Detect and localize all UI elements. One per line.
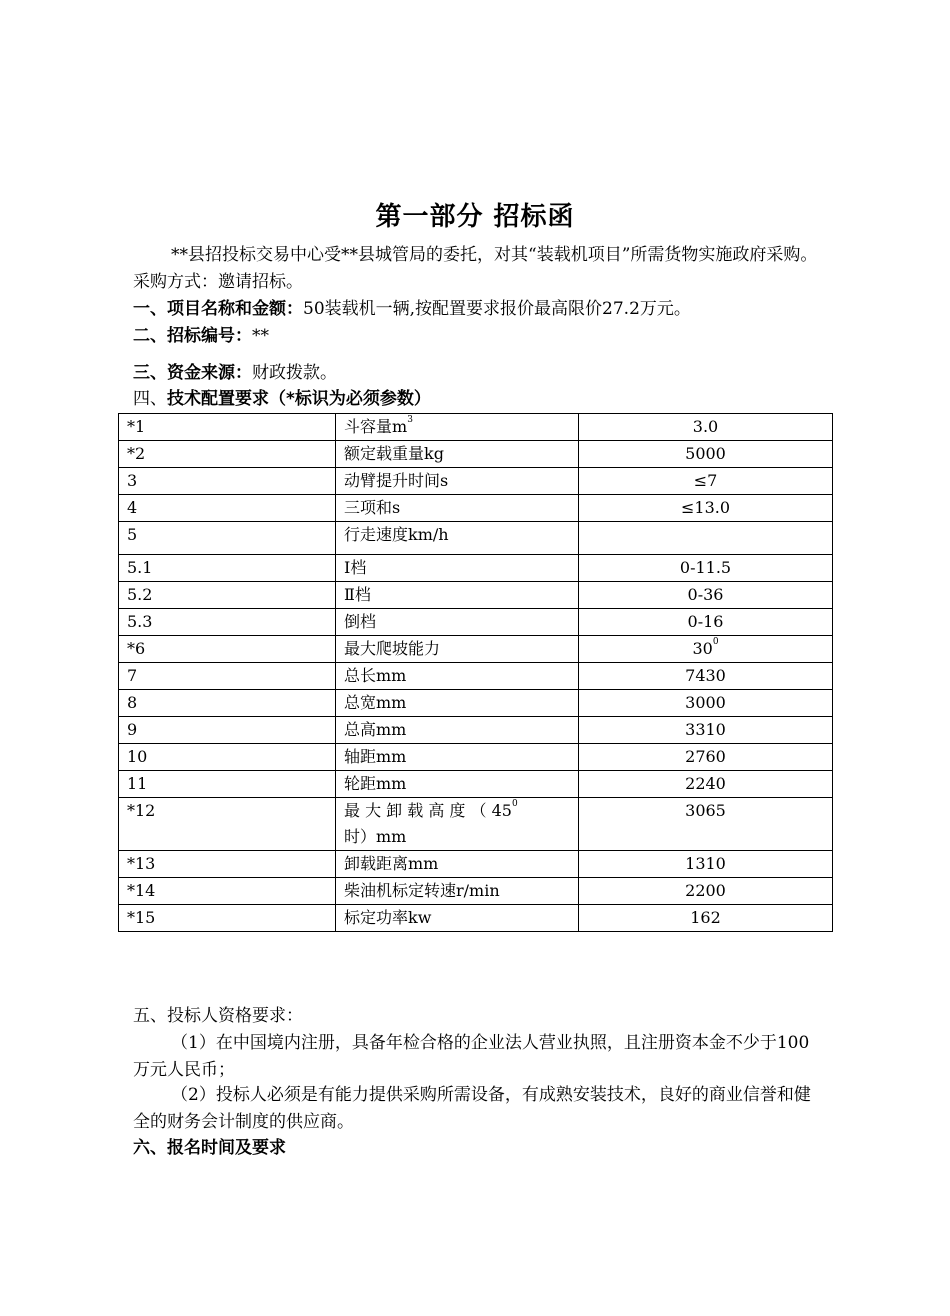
- section-1-text: 50装载机一辆,按配置要求报价最高限价27.2万元。: [303, 299, 691, 319]
- table-cell-value: 2760: [579, 744, 833, 771]
- table-cell-no: 10: [119, 744, 336, 771]
- table-row: [119, 717, 833, 744]
- section-1-label: 一、项目名称和金额：: [133, 299, 303, 319]
- table-cell-value: 2240: [579, 771, 833, 798]
- intro-paragraph: **县招投标交易中心受**县城管局的委托，对其“装载机项目”所需货物实施政府采购。采购方式：邀请招标。: [133, 245, 818, 292]
- table-cell-no: 5.1: [119, 555, 336, 582]
- table-cell-item: 标定功率kw: [336, 905, 579, 932]
- section-3-text: 财政拨款。: [252, 363, 337, 383]
- table-row: [119, 495, 833, 522]
- table-row: [119, 609, 833, 636]
- table-cell-value: 162: [579, 905, 833, 932]
- section-3-label: 三、资金来源：: [133, 363, 252, 383]
- table-cell-no: *1: [119, 414, 336, 441]
- table-cell-no: *6: [119, 636, 336, 663]
- table-cell-item: 动臂提升时间s: [336, 468, 579, 495]
- table-cell-item: 三项和s: [336, 495, 579, 522]
- section-3: [133, 360, 823, 387]
- table-cell-item: Ⅰ档: [336, 555, 579, 582]
- table-cell-value: $30^0$: [579, 636, 833, 663]
- table-cell-item: Ⅱ档: [336, 582, 579, 609]
- table-row: [119, 555, 833, 582]
- table-cell-value: 1310: [579, 851, 833, 878]
- table-row: [119, 636, 833, 663]
- table-cell-no: 4: [119, 495, 336, 522]
- table-row: [119, 690, 833, 717]
- table-cell-no: 11: [119, 771, 336, 798]
- table-cell-no: 5.2: [119, 582, 336, 609]
- section-5-item-2: （2）投标人必须是有能力提供采购所需设备，有成熟安装技术，良好的商业信誉和健全的财务会计制度的供应商。: [133, 1085, 811, 1132]
- table-row: [119, 468, 833, 495]
- table-cell-value: 3.0: [579, 414, 833, 441]
- table-row: [119, 798, 833, 851]
- table-cell-value: 3310: [579, 717, 833, 744]
- superscript: 0: [712, 637, 719, 647]
- page-title: 第一部分 招标函: [375, 202, 575, 232]
- table-cell-no: 9: [119, 717, 336, 744]
- table-cell-item: 最大爬坡能力: [336, 636, 579, 663]
- table-cell-value: 3065: [579, 798, 833, 851]
- table-cell-item: 总长mm: [336, 663, 579, 690]
- table-row: [119, 744, 833, 771]
- table-cell-item: 轴距mm: [336, 744, 579, 771]
- table-cell-no: *15: [119, 905, 336, 932]
- table-cell-item: 柴油机标定转速r/min: [336, 878, 579, 905]
- table-row: [119, 582, 833, 609]
- table-cell-item: 倒档: [336, 609, 579, 636]
- table-cell-no: 8: [119, 690, 336, 717]
- table-cell-item: 总高mm: [336, 717, 579, 744]
- table-cell-no: *14: [119, 878, 336, 905]
- superscript: 0: [511, 799, 518, 809]
- superscript: 3: [407, 415, 413, 425]
- table-cell-item: 斗容量$m^3$: [336, 414, 579, 441]
- table-cell-value: 2200: [579, 878, 833, 905]
- table-cell-item: 总宽mm: [336, 690, 579, 717]
- table-cell-no: 5.3: [119, 609, 336, 636]
- table-cell-item: 卸载距离mm: [336, 851, 579, 878]
- table-cell-value: ≤13.0: [579, 495, 833, 522]
- table-cell-value: 0-11.5: [579, 555, 833, 582]
- table-cell-no: *2: [119, 441, 336, 468]
- table-cell-value: 0-36: [579, 582, 833, 609]
- table-row: [119, 771, 833, 798]
- table-cell-no: *13: [119, 851, 336, 878]
- table-cell-item: 额定载重量kg: [336, 441, 579, 468]
- section-4: [133, 386, 823, 413]
- section-5-item-1: （1）在中国境内注册，具备年检合格的企业法人营业执照，且注册资本金不少于100万元人民币；: [133, 1033, 810, 1080]
- table-cell-no: 7: [119, 663, 336, 690]
- table-cell-item: 轮距mm: [336, 771, 579, 798]
- table-row: [119, 851, 833, 878]
- section-1: [133, 296, 823, 323]
- section-2: [133, 323, 823, 350]
- section-6-label: 六、报名时间及要求: [133, 1138, 286, 1158]
- table-row: [119, 441, 833, 468]
- table-cell-value: 5000: [579, 441, 833, 468]
- section-4-prefix: 四、: [133, 389, 167, 409]
- table-cell-item: 行走速度km/h: [336, 522, 579, 555]
- table-cell-value: 7430: [579, 663, 833, 690]
- table-cell-no: 3: [119, 468, 336, 495]
- section-4-label: 技术配置要求（*标识为必须参数）: [167, 389, 431, 409]
- table-row: [119, 522, 833, 555]
- table-row: [119, 414, 833, 441]
- table-cell-value: ≤7: [579, 468, 833, 495]
- table-cell-value: 3000: [579, 690, 833, 717]
- section-5-label: 五、投标人资格要求：: [133, 1006, 303, 1026]
- table-cell-value: 0-16: [579, 609, 833, 636]
- table-row: [119, 878, 833, 905]
- section-2-text: **: [252, 326, 269, 346]
- table-cell-no: *12: [119, 798, 336, 851]
- table-row: [119, 905, 833, 932]
- table-cell-value: [579, 522, 833, 555]
- table-cell-item: 最 大 卸 载 高 度 （ $45^0$ 时）mm: [336, 798, 579, 851]
- section-2-label: 二、招标编号：: [133, 326, 252, 346]
- table-row: [119, 663, 833, 690]
- table-cell-no: 5: [119, 522, 336, 555]
- spec-table: [118, 413, 833, 932]
